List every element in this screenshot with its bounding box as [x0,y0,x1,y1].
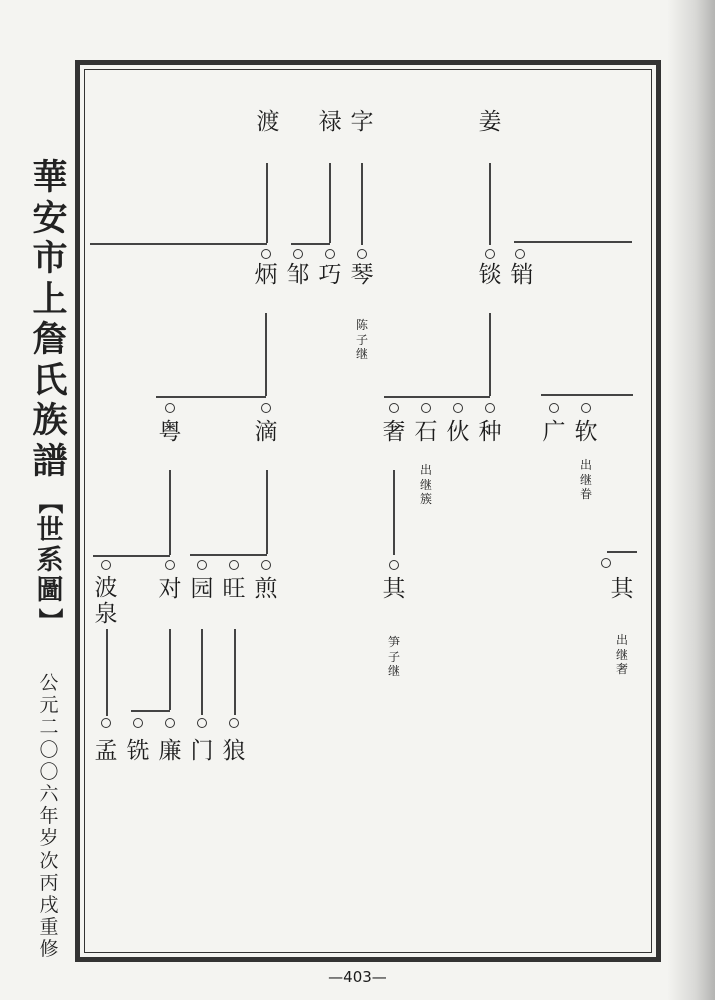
note-char: 奢 [615,662,629,676]
person-wang: 旺 [222,576,246,602]
connector-line [201,629,203,715]
connector-line [291,243,330,245]
note-qi-1 [388,635,400,679]
date-char: 修 [39,938,59,961]
title-char: 安 [32,197,68,239]
date-char: 元 [39,694,59,717]
date-char: 重 [39,916,59,939]
node-marker [389,403,399,413]
person-jian: 煎 [254,576,278,602]
node-marker [453,403,463,413]
node-marker [229,718,239,728]
note-char: 出 [419,463,433,477]
note-char: 子 [355,332,369,347]
person-yue: 粤 [158,419,182,445]
note-char: 簇 [419,492,433,506]
person-she: 奢 [382,419,406,445]
person-huo: 伙 [446,419,470,445]
person-zhong: 种 [478,419,502,445]
person-tan: 锬 [478,262,502,288]
connector-line [514,241,632,243]
node-marker [485,403,495,413]
title-char: 華 [32,157,68,198]
node-marker [485,249,495,259]
note-char: 出 [615,633,629,647]
bracket-close: 】 [36,608,65,632]
note-char: 继 [419,477,433,492]
node-marker [601,558,611,568]
connector-line [489,313,491,396]
note-char: 眷 [579,487,593,501]
person-di: 滴 [254,419,278,445]
node-marker [197,718,207,728]
person-qi-2: 其 [610,576,634,602]
connector-line [131,710,170,712]
connector-line [266,163,268,243]
person-xian: 铣 [126,738,150,764]
connector-line [384,396,490,398]
date-char: 六 [39,783,59,806]
note-char: 子 [387,649,401,664]
node-marker [293,249,303,259]
date-char: 丙 [39,871,59,894]
node-marker [421,403,431,413]
node-marker [229,560,239,570]
note-qin [356,318,368,362]
title-char: 氏 [32,359,68,401]
node-marker [515,249,525,259]
node-marker [101,718,111,728]
connector-line [541,394,633,396]
note-char: 出 [579,458,593,472]
connector-line [190,554,267,556]
revision-date [34,672,64,961]
connector-line [329,163,331,243]
date-char: 戌 [39,894,59,917]
date-char: 次 [39,849,59,872]
person-zou: 邹 [286,262,310,288]
person-yuan: 园 [190,576,214,602]
connector-line [234,629,236,715]
person-meng: 孟 [94,738,118,764]
person-qi-1: 其 [382,576,406,602]
title-char: 詹 [32,319,68,360]
node-marker [325,249,335,259]
person-lian: 廉 [158,738,182,764]
node-marker [261,403,271,413]
title-char: 族 [32,400,68,441]
person-jiang: 姜 [478,109,502,135]
connector-line [93,555,170,557]
note-char: 继 [615,647,629,662]
note-qi-2 [616,633,628,677]
connector-line [266,470,268,554]
date-char: 岁 [39,827,59,850]
node-marker [357,249,367,259]
note-shi [420,463,432,507]
person-zi: 字 [350,109,374,135]
genealogy-title [30,158,70,482]
name-char: 泉 [94,601,118,627]
person-men: 门 [190,738,214,764]
date-char: 〇 [39,760,59,783]
date-char: 年 [39,805,59,828]
title-char: 譜 [32,440,68,482]
note-char: 继 [579,472,593,487]
section-char: 世 [36,515,64,546]
node-marker [389,560,399,570]
note-char: 笋 [387,635,401,649]
node-marker [101,560,111,570]
connector-line [106,629,108,716]
note-char: 继 [355,347,369,361]
name-char: 波 [94,575,118,601]
note-char: 陈 [355,318,369,332]
section-char: 圖 [36,575,64,606]
person-bing: 炳 [254,262,278,288]
node-marker [261,560,271,570]
connector-line [265,313,267,396]
person-dui: 对 [158,576,182,602]
person-qin: 琴 [350,262,374,288]
person-lu: 禄 [318,109,342,135]
connector-line [393,470,395,555]
person-guang: 广 [542,419,566,445]
node-marker [581,403,591,413]
date-char: 二 [39,716,59,739]
connector-line [489,163,491,245]
person-lang: 狼 [222,738,246,764]
connector-line [361,163,363,245]
note-ruan [580,458,592,502]
person-ruan: 软 [574,419,598,445]
section-label [32,488,68,634]
connector-line [607,551,637,553]
connector-line [169,470,171,555]
connector-line [169,629,171,710]
person-xiao: 销 [510,262,534,288]
date-char: 公 [39,672,59,694]
page-number: —403— [328,968,387,986]
person-boquan [95,575,118,627]
node-marker [261,249,271,259]
node-marker [165,560,175,570]
node-marker [133,718,143,728]
connector-line [90,243,267,245]
scan-edge-shadow [667,0,715,1000]
section-char: 系 [36,545,64,576]
bracket-open: 【 [36,490,65,514]
title-char: 市 [32,238,68,279]
node-marker [165,718,175,728]
node-marker [197,560,207,570]
node-marker [549,403,559,413]
connector-line [156,396,266,398]
person-qiao: 巧 [318,262,342,288]
person-du: 渡 [256,109,280,135]
date-char: 〇 [39,738,59,761]
note-char: 继 [387,664,401,678]
person-shi: 石 [414,419,438,445]
node-marker [165,403,175,413]
title-char: 上 [32,278,68,320]
